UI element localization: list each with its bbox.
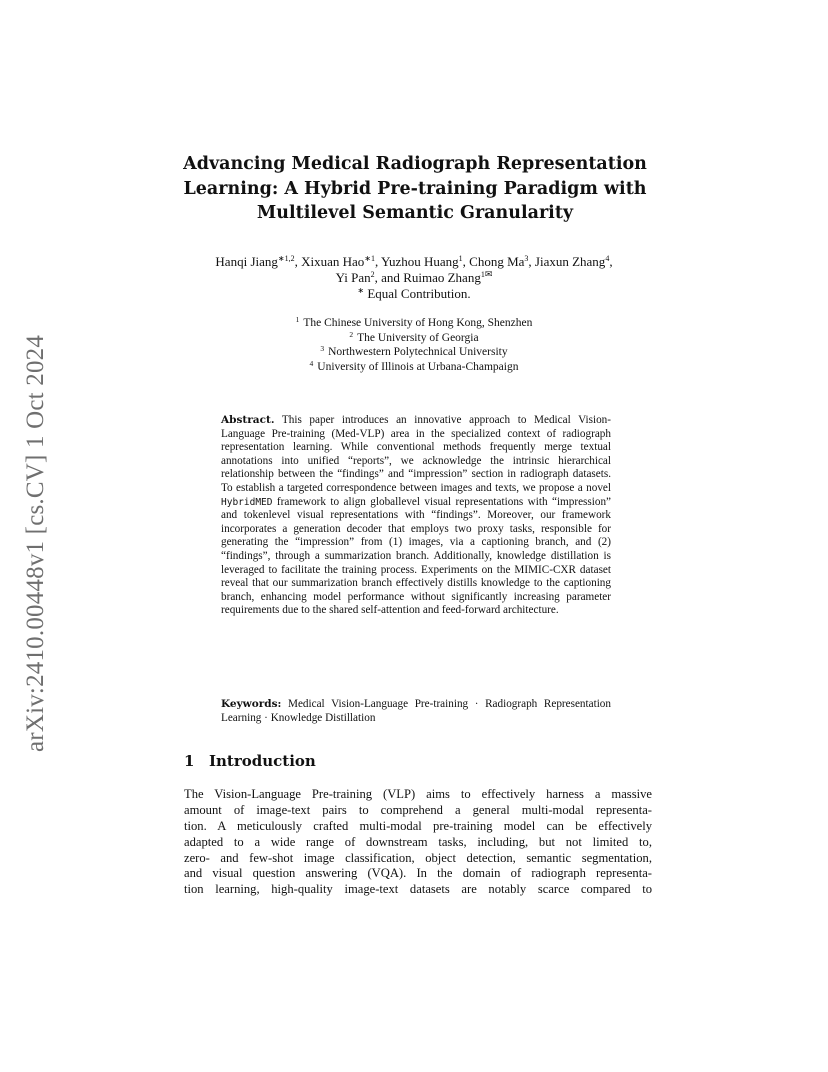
affiliation-number: 1 [295, 315, 300, 324]
affiliation-item [150, 316, 678, 331]
section-number: 1 [184, 752, 195, 770]
intro-line: tion. A meticulously crafted multi-modal pre-training model can be effectively [184, 818, 652, 833]
title-line-3: Multilevel Semantic Granularity [256, 203, 574, 223]
affiliation-list [150, 316, 678, 374]
author-name: Hanqi Jiang [215, 254, 278, 269]
equal-contribution-text: Equal Contribution. [367, 286, 471, 301]
affiliation-number: 2 [349, 329, 354, 339]
author-line-1: Hanqi Jiang$^{∗1,2}$, Xixuan Hao$^{∗1}$, Yuzhou Huang$^1$, Chong Ma$^3$, Jiaxun Zhang$^4$, [215, 254, 613, 269]
intro-line: and visual question answering (VQA). In the domain of radiograph representa- [184, 866, 652, 881]
author-line-2: Yi Pan$^2$, and Ruimao Zhang$^{1✉}$ [335, 269, 493, 285]
author-affiliation-mark: 1 [458, 254, 463, 263]
abstract-text-part-1: This paper introduces an innovative approach to Medical Vision-Language Pre-training (Med-VLP) area in the specialized context of radiograph representation learning. While conventional methods frequently merge textual annotations into unified “reports”, we acknowledge the intrinsic hierarchical relationship between the “findings” and “impression” section in radiograph datasets. To establish a targeted correspondence between images and texts, we propose a novel [221, 414, 611, 494]
keywords-text: Medical Vision-Language Pre-training · Radiograph Representation Learning · Knowledge Distillation [221, 698, 611, 724]
intro-line: adapted to a wide range of downstream tasks, including, but not limited to, [184, 834, 652, 849]
abstract-text-part-2: framework to align globallevel visual representations with “impression” and tokenlevel visual representations with “findings”. Moreover, our framework incorporates a generation decoder that employs two proxy tasks, responsible for generating the “impression” from (1) images, via a captioning branch, and (2) “findings”, through a summarization branch. Additionally, knowledge distillation is leveraged to facilitate the training process. Experiments on the MIMIC-CXR dataset reveal that our summarization branch effectively distills knowledge to the captioning branch, enhancing model performance without significantly increasing parameter requirements due to the shared self-attention and feed-forward architecture. [221, 495, 612, 617]
author-name: Ruimao Zhang [403, 270, 481, 285]
author-name: Jiaxun Zhang [534, 254, 606, 269]
affiliation-number: 3 [320, 344, 325, 353]
title-line-1: Advancing Medical Radiograph Representation [183, 154, 647, 174]
intro-line: The Vision-Language Pre-training (VLP) aims to effectively harness a massive [184, 787, 652, 801]
affiliation-item [150, 360, 678, 375]
title-line-2: Learning: A Hybrid Pre-training Paradigm with [183, 178, 647, 199]
model-name: HybridMED [221, 496, 273, 508]
keywords-block [221, 697, 611, 725]
author-name: Yi Pan [335, 270, 371, 285]
section-heading [184, 752, 484, 770]
affiliation-item [150, 331, 678, 346]
keywords-label: Keywords: [221, 698, 282, 710]
author-name: Xixuan Hao [301, 254, 365, 269]
abstract-block [221, 414, 611, 618]
affiliation-text: Northwestern Polytechnical University [328, 346, 508, 358]
equal-contribution-note [150, 286, 678, 302]
intro-line: zero- and few-shot image classification, object detection, semantic segmentation, [184, 850, 652, 865]
section-title: Introduction [209, 752, 316, 770]
abstract-label: Abstract. [221, 414, 275, 426]
author-affiliation-mark: ∗1 [364, 254, 375, 263]
author-name: Chong Ma [469, 254, 525, 269]
paper-title [150, 152, 680, 226]
intro-line: tion learning, high-quality image-text datasets are notably scarce compared to [184, 882, 652, 897]
arxiv-identifier-stamp: arXiv:2410.00448v1 [cs.CV] 1 Oct 2024 [22, 334, 49, 752]
author-list [150, 254, 678, 302]
intro-line: amount of image-text pairs to comprehend a general multi-modal representa- [184, 802, 652, 817]
affiliation-text: The Chinese University of Hong Kong, Shenzhen [303, 317, 533, 329]
author-affiliation-mark: 4 [605, 254, 610, 263]
author-affiliation-mark: 2 [370, 270, 375, 279]
affiliation-number: 4 [309, 358, 314, 368]
affiliation-text: University of Illinois at Urbana-Champaign [317, 360, 519, 373]
envelope-icon: ✉ [484, 269, 493, 279]
author-affiliation-mark: ∗1,2 [277, 254, 295, 263]
author-affiliation-mark: 3 [524, 254, 529, 263]
equal-contribution-mark: ∗ [357, 286, 365, 295]
author-affiliation-mark: 1✉ [480, 269, 493, 279]
affiliation-text: The University of Georgia [357, 331, 479, 344]
affiliation-item [150, 345, 678, 360]
and-word: and [381, 270, 400, 285]
author-name: Yuzhou Huang [381, 254, 459, 269]
introduction-paragraph [184, 787, 652, 898]
